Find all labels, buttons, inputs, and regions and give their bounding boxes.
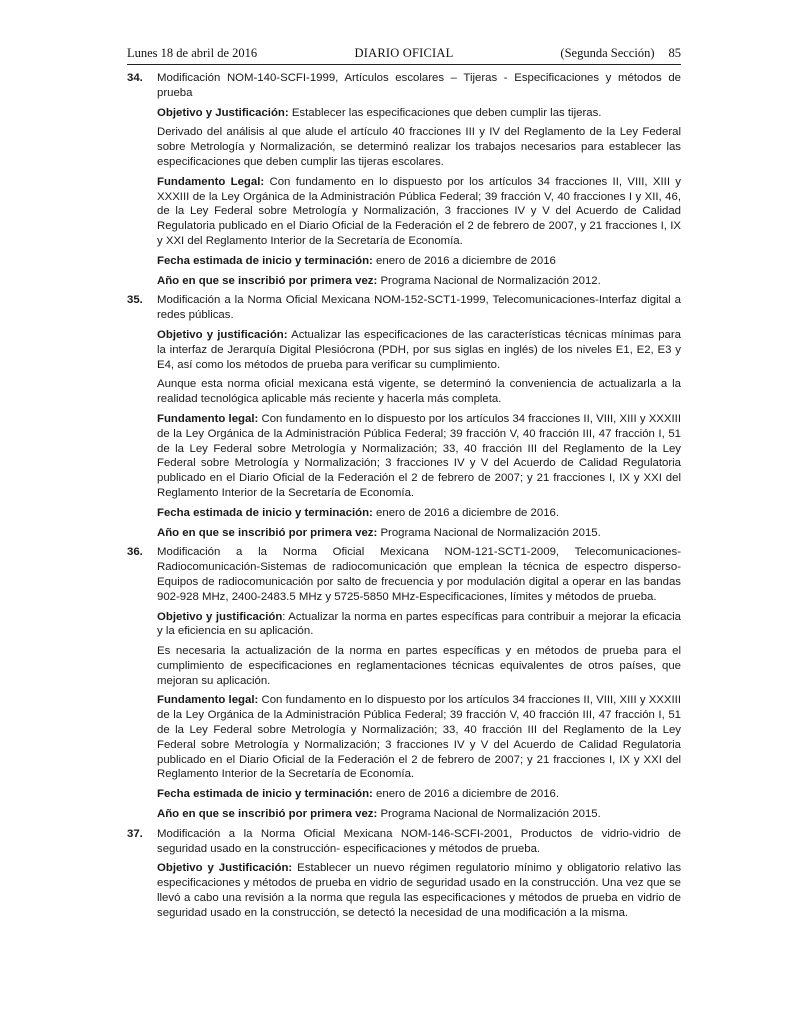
objetivo-label: Objetivo y justificación:	[157, 328, 288, 341]
fecha-paragraph	[157, 787, 681, 802]
header-publication: DIARIO OFICIAL	[354, 46, 454, 60]
fecha-label: Fecha estimada de inicio y terminación:	[157, 788, 373, 801]
fecha-label: Fecha estimada de inicio y terminación:	[157, 506, 373, 519]
extra-paragraph: Derivado del análisis al que alude el artículo 40 fracciones III y IV del Reglamento de la Ley Federal sobre Metrología y Normalización, se determinó realizar los trabajos necesarios para establecer las especificaciones que deben cumplir las tijeras escolares.	[157, 126, 681, 168]
item-number: 34.	[127, 72, 143, 84]
objetivo-label: Objetivo y Justificación:	[157, 106, 289, 119]
anio-paragraph	[157, 526, 681, 541]
anio-paragraph	[157, 807, 681, 822]
list-item	[127, 293, 681, 540]
objetivo-paragraph	[157, 610, 681, 640]
objetivo-text: Actualizar las especificaciones de las características técnicas mínimas para la interfaz de Jerarquía Digital Plesiócrona (PDH, por sus siglas en inglés) de los niveles E1, E2, E3 y E4, así como los métodos de prueba para verificar su cumplimiento.	[157, 328, 682, 371]
fundamento-label: Fundamento legal:	[157, 412, 259, 425]
fecha-text: enero de 2016 a diciembre de 2016.	[376, 788, 560, 801]
fundamento-label: Fundamento legal:	[157, 694, 259, 707]
document-body	[127, 71, 681, 926]
anio-paragraph	[157, 274, 681, 289]
extra-paragraph: Aunque esta norma oficial mexicana está vigente, se determinó la conveniencia de actualizarla a la realidad tecnológica aplicable más reciente y hacerla más completa.	[157, 378, 681, 406]
header-date: Lunes 18 de abril de 2016	[127, 46, 258, 60]
item-number: 35.	[127, 294, 143, 307]
item-number: 36.	[127, 546, 143, 559]
fundamento-text: Con fundamento en lo dispuesto por los artículos 34 fracciones II, VIII, XIII y XXXIII de la Ley Orgánica de la Administración Pública Federal; 39 fracción V, 40 fracción III, 47 fracción I, 51 de la Ley Federal sobre Metrología y Normalización; 33, 40 fracción III del Reglamento de la Ley Federal sobre Metrología y Normalización; 3 fracciones IV y V del Acuerdo de Calidad Regulatoria publicado en el Diario Oficial de la Federación el 2 de febrero de 2007; y 21 fracciones I, IX y XXI del Reglamento Interior de la Secretaría de Economía.	[157, 412, 681, 499]
fecha-paragraph	[157, 254, 681, 269]
header-rule	[127, 64, 681, 65]
list-item	[127, 545, 681, 822]
fundamento-text: Con fundamento en lo dispuesto por los artículos 34 fracciones II, VIII, XIII y XXXIII de la Ley Orgánica de la Administración Pública Federal; 39 fracción V, 40 fracción III, 47 fracción I, 51 de la Ley Federal sobre Metrología y Normalización; 33, 40 fracción III del Reglamento de la Ley Federal sobre Metrología y Normalización; 3 fracciones IV y V del Acuerdo de Calidad Regulatoria publicado en el Diario Oficial de la Federación el 2 de febrero de 2007; y 21 fracciones I, IX y XXI del Reglamento Interior de la Secretaría de Economía.	[157, 694, 681, 781]
list-item	[127, 827, 681, 921]
anio-label: Año en que se inscribió por primera vez:	[157, 274, 378, 287]
header-section	[560, 46, 681, 61]
anio-text: Programa Nacional de Normalización 2012.	[380, 274, 601, 287]
page-header	[127, 44, 681, 64]
fundamento-label: Fundamento Legal:	[157, 175, 265, 188]
objetivo-paragraph	[157, 861, 681, 920]
fundamento-paragraph	[157, 175, 681, 249]
item-title: Modificación a la Norma Oficial Mexicana NOM-121-SCT1-2009, Telecomunicaciones-Radiocomunicación-Sistemas de radiocomunicación que emplean la técnica de espectro disperso-Equipos de radiocomunicación por salto de frecuencia y por modulación digital a operar en las bandas 902-928 MHz, 2400-2483.5 MHz y 5725-5850 MHz-Especificaciones, límites y métodos de prueba.	[157, 546, 681, 603]
fecha-text: enero de 2016 a diciembre de 2016.	[376, 506, 560, 519]
objetivo-text: Establecer un nuevo régimen regulatorio mínimo y obligatorio relativo las especificaciones y métodos de prueba en vidrio de seguridad usado en la construcción. Una vez que se llevó a cabo una revisión a la norma que regula las especificaciones y métodos de prueba en vidrio de seguridad usado en la construcción, se detectó la necesidad de una modificación a la misma.	[157, 862, 682, 919]
anio-text: Programa Nacional de Normalización 2015.	[380, 526, 601, 539]
extra-paragraph: Es necesaria la actualización de la norma en partes específicas y en métodos de prueba para el cumplimiento de especificaciones en reglamentaciones técnicas equivalentes de otros países, que mejoran su aplicación.	[157, 645, 681, 687]
objetivo-text: : Actualizar la norma en partes específicas para contribuir a mejorar la eficacia y la eficiencia en su aplicación.	[157, 610, 681, 638]
header-section-label: (Segunda Sección)	[560, 46, 655, 60]
item-title: Modificación NOM-140-SCFI-1999, Artículos escolares – Tijeras - Especificaciones y métodos de prueba	[157, 72, 681, 99]
objetivo-paragraph	[157, 328, 681, 372]
fecha-text: enero de 2016 a diciembre de 2016	[376, 254, 556, 267]
anio-label: Año en que se inscribió por primera vez:	[157, 808, 378, 821]
fundamento-text: Con fundamento en lo dispuesto por los artículos 34 fracciones II, VIII, XIII y XXXIII de la Ley Orgánica de la Administración Pública Federal; 39 fracción V, 40 fracciones I y XII, 46, de la Ley Federal sobre Metrología y Normalización, 3 fracciones IV y V del Acuerdo de Calidad Regulatoria publicado en el Diario Oficial de la Federación el 2 de febrero de 2007, y 21 fracciones I, IX y XXI del Reglamento Interior de la Secretaría de Economía.	[157, 175, 681, 247]
page-number: 85	[668, 46, 681, 60]
fecha-paragraph	[157, 506, 681, 521]
fundamento-paragraph	[157, 693, 681, 782]
objetivo-label: Objetivo y Justificación:	[157, 862, 293, 875]
fecha-label: Fecha estimada de inicio y terminación:	[157, 254, 373, 267]
list-item	[127, 71, 681, 288]
item-title: Modificación a la Norma Oficial Mexicana NOM-152-SCT1-1999, Telecomunicaciones-Interfaz digital a redes públicas.	[157, 294, 681, 322]
objetivo-paragraph	[157, 106, 681, 121]
fundamento-paragraph	[157, 412, 681, 501]
anio-text: Programa Nacional de Normalización 2015.	[380, 808, 601, 821]
item-title: Modificación a la Norma Oficial Mexicana NOM-146-SCFI-2001, Productos de vidrio-vidrio de seguridad usado en la construcción- especificaciones y métodos de prueba.	[157, 827, 681, 855]
objetivo-text: Establecer las especificaciones que deben cumplir las tijeras.	[291, 106, 602, 119]
objetivo-label: Objetivo y justificación	[157, 610, 283, 623]
item-number: 37.	[127, 827, 143, 840]
anio-label: Año en que se inscribió por primera vez:	[157, 526, 378, 539]
